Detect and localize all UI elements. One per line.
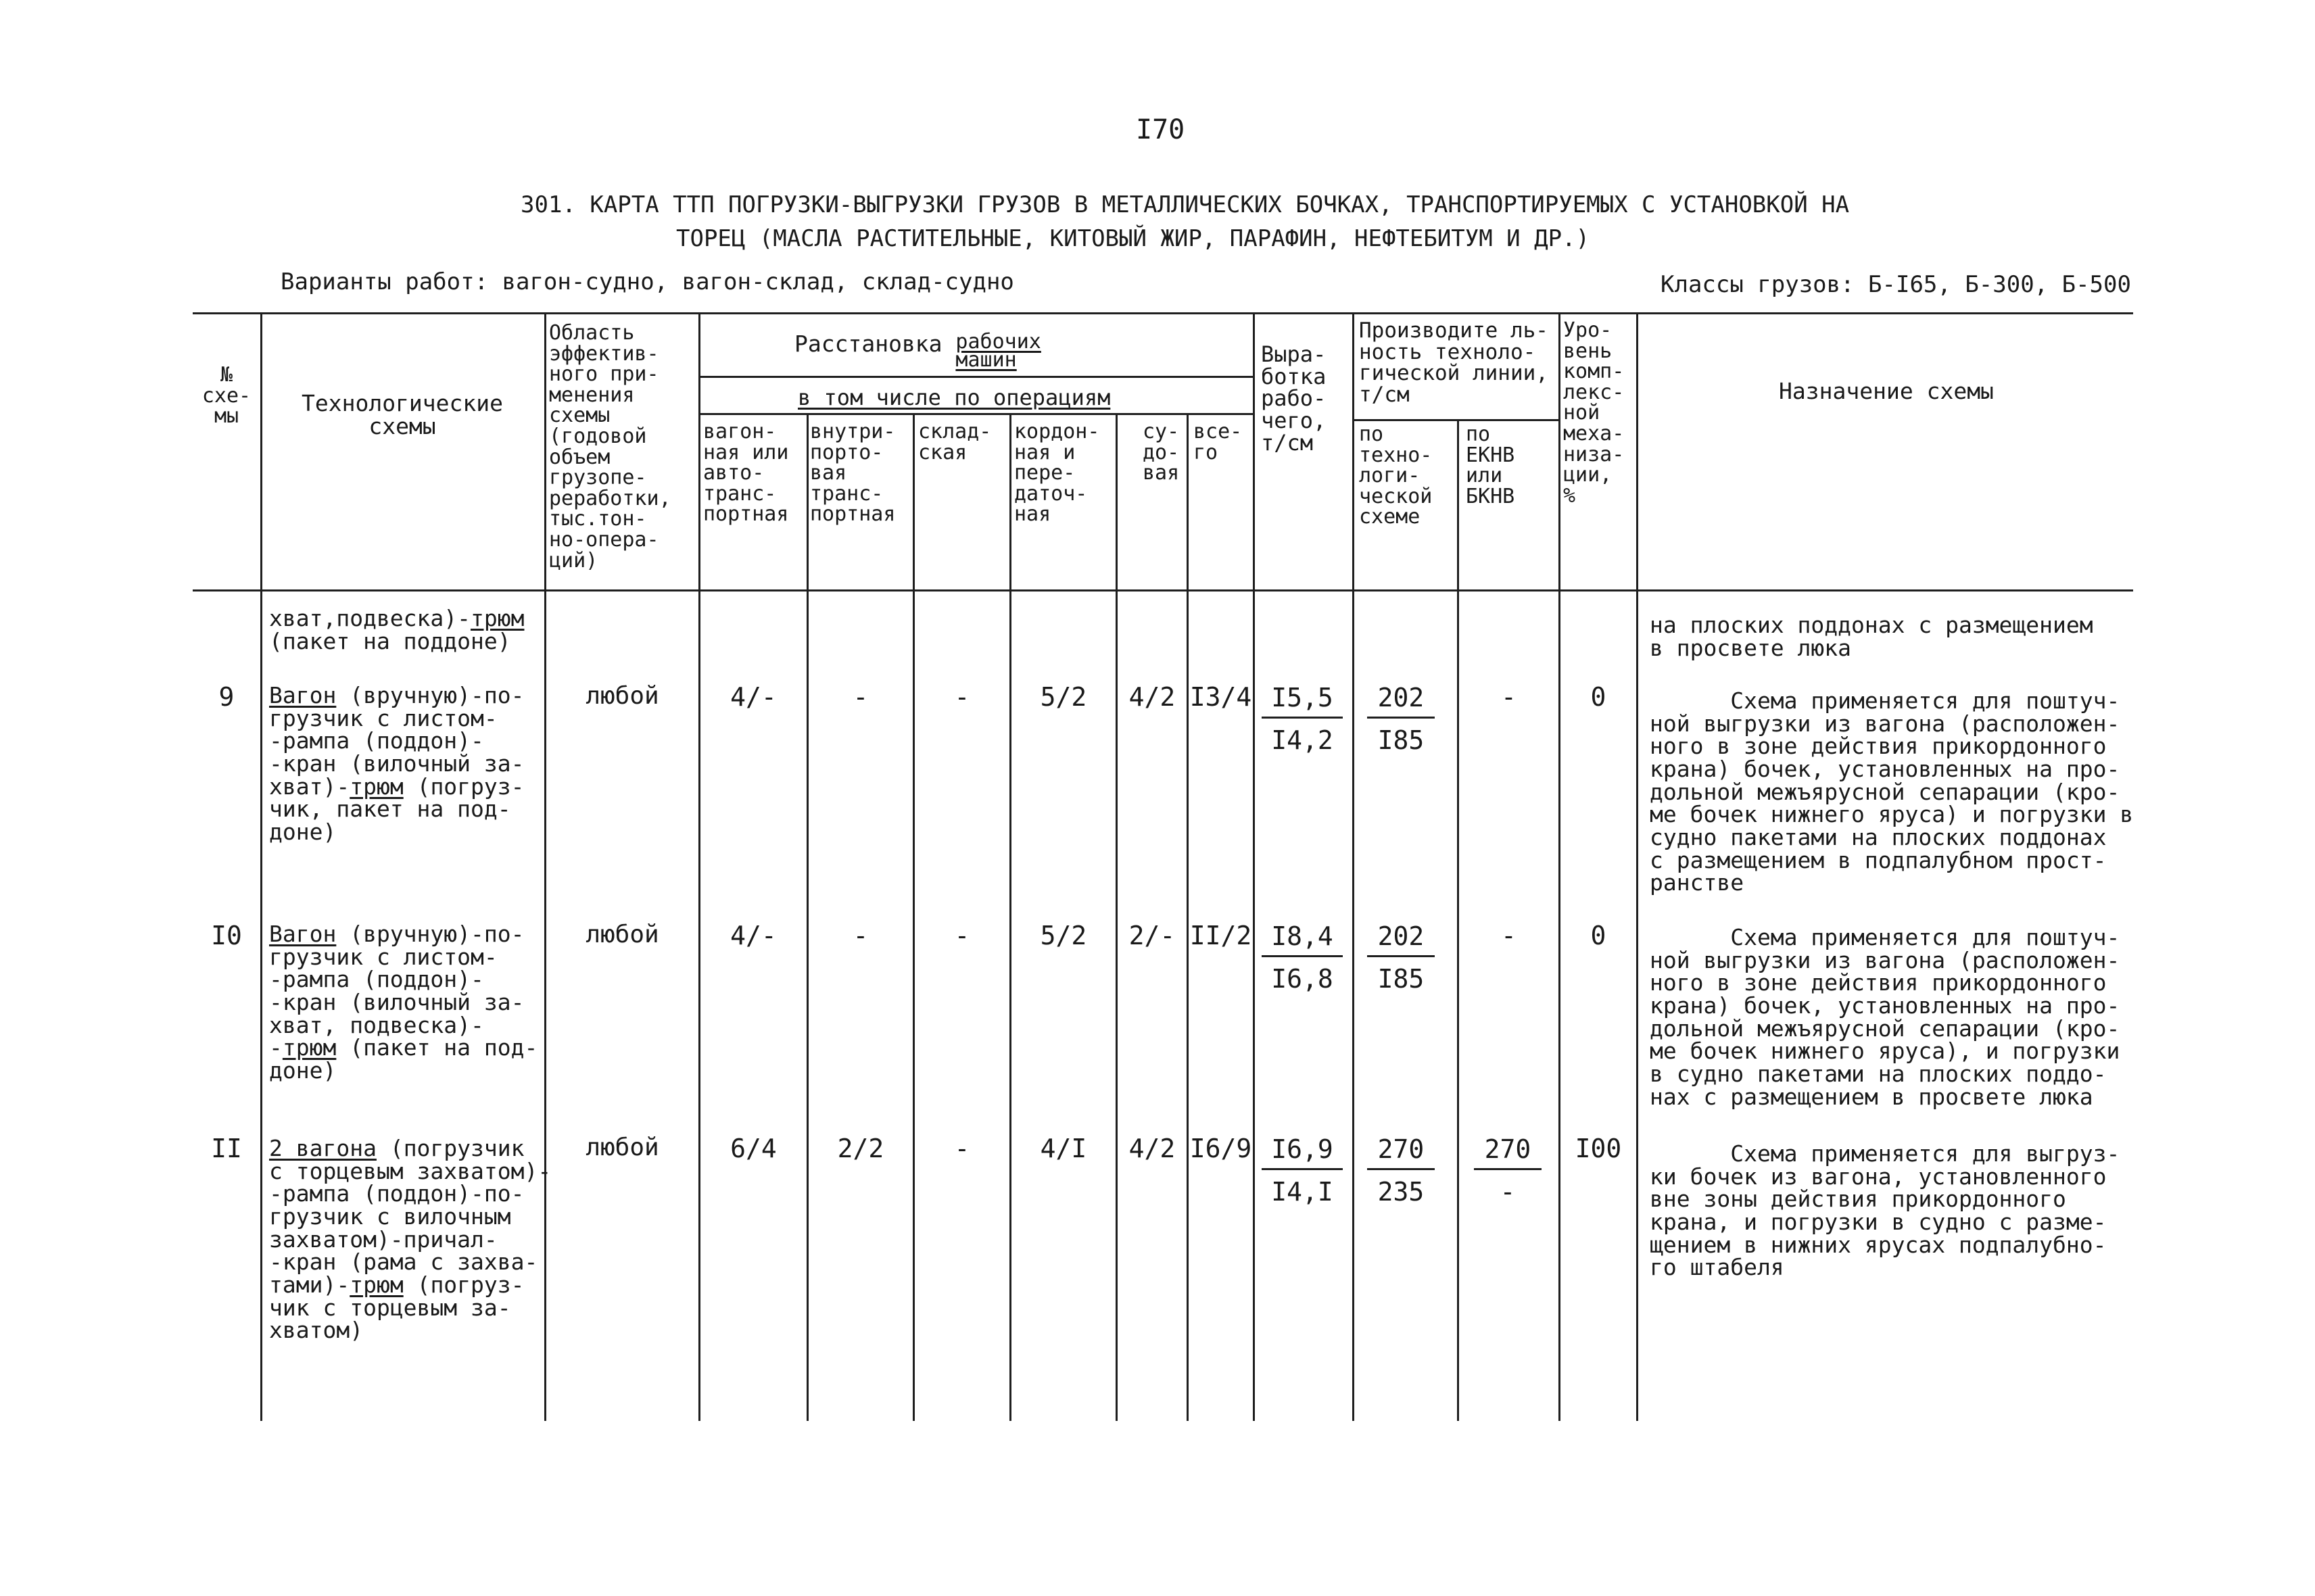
row-output-fraction <box>1262 921 1343 994</box>
col-rule-11 <box>1457 419 1459 1421</box>
row-tech-scheme <box>269 684 525 844</box>
header-tech-schemes: Технологические схемы <box>301 390 503 439</box>
row-productivity-den: I85 <box>1377 725 1425 755</box>
row-productivity-num: 270 <box>1367 1134 1435 1170</box>
continued-tech-scheme <box>269 607 525 652</box>
row-area: любой <box>586 921 659 948</box>
row-output-den: I4,2 <box>1271 725 1333 755</box>
row-output-den: I6,8 <box>1271 964 1333 994</box>
col-rule-10 <box>1352 312 1354 1421</box>
row-output-num: I5,5 <box>1262 683 1343 719</box>
row-scheme-number: II <box>211 1134 242 1163</box>
header-total: все- го <box>1193 420 1243 464</box>
row-output-fraction <box>1262 1134 1343 1207</box>
header-application-area: Область эффектив- ного при- менения схемы (годовой объем грузопе- реработки, тыс.тон- но-опера- ций) <box>549 321 671 573</box>
row-wagon: 4/- <box>730 682 777 712</box>
header-intraport-transport: внутри- порто- вая транс- портная <box>810 420 896 527</box>
header-output-per-worker: Выра- ботка рабо- чего, т/см <box>1261 341 1327 456</box>
row-productivity-num: 202 <box>1367 921 1435 957</box>
operations-subhead-rule <box>698 413 1253 415</box>
row-ekhnv-num: 270 <box>1474 1134 1542 1170</box>
row-ship: 4/2 <box>1128 1134 1176 1163</box>
row-productivity-fraction <box>1367 1134 1435 1207</box>
continued-purpose: на плоских поддонах с размещением в просвете люка <box>1650 612 2093 661</box>
row-total: I3/4 <box>1189 682 1252 712</box>
row-tech-scheme <box>269 1137 551 1342</box>
row-warehouse: - <box>954 1134 970 1163</box>
col-rule-3 <box>698 312 700 1421</box>
row-tech-start: Вагон <box>269 921 337 947</box>
header-scheme-purpose: Назначение схемы <box>1779 378 1994 404</box>
row-mechanization: I00 <box>1575 1134 1622 1163</box>
header-wagon-transport: вагон- ная или авто- транс- портная <box>703 420 789 527</box>
row-tech-part-2: (пакет на под- доне) <box>269 1034 538 1084</box>
cargo-classes: Классы грузов: Б-I65, Б-300, Б-500 <box>1661 271 2131 298</box>
row-ekhnv-fraction <box>1474 1134 1542 1207</box>
header-bottom-rule <box>193 589 2133 591</box>
row-ship: 2/- <box>1128 921 1176 950</box>
row-scheme-number: 9 <box>218 682 235 712</box>
header-placement <box>794 330 1041 372</box>
row-productivity-num: 202 <box>1367 683 1435 719</box>
cont-tech-a: хват,подвеска)- <box>269 605 471 631</box>
col-rule-13 <box>1636 312 1638 1421</box>
row-warehouse: - <box>954 682 970 712</box>
header-productivity: Производите ль- ность техноло- гической линии, т/см <box>1359 318 1548 407</box>
page-number: I70 <box>1136 114 1185 145</box>
header-warehouse: склад- ская <box>918 420 992 464</box>
row-intraport: 2/2 <box>837 1134 884 1163</box>
row-wagon: 6/4 <box>730 1134 777 1163</box>
row-tech-start: Вагон <box>269 682 337 708</box>
col-rule-12 <box>1558 312 1560 1421</box>
row-cordon: 4/I <box>1040 1134 1087 1163</box>
header-by-tech-scheme: по техно- логи- ческой схеме <box>1359 422 1433 529</box>
document-title-line-1: 301. КАРТА ТТП ПОГРУЗКИ-ВЫГРУЗКИ ГРУЗОВ В МЕТАЛЛИЧЕСКИХ БОЧКАХ, ТРАНСПОРТИРУЕМЫХ С УСТАНОВКОЙ НА <box>521 191 1850 218</box>
work-variants: Варианты работ: вагон-судно, вагон-склад, склад-судно <box>281 268 1014 295</box>
row-wagon: 4/- <box>730 921 777 950</box>
row-intraport: - <box>853 921 869 950</box>
header-scheme-number: № схе- мы <box>201 363 252 429</box>
row-productivity-fraction <box>1367 921 1435 994</box>
row-total: I6/9 <box>1189 1134 1252 1163</box>
row-tech-part-2: (погруз- чик с торцевым за- хватом) <box>269 1271 525 1344</box>
col-rule-7 <box>1116 413 1118 1421</box>
placement-subhead-rule <box>698 376 1253 378</box>
row-purpose: Схема применяется для выгруз- ки бочек из вагона, установленного вне зоны действия прикордонного крана, и погрузки в судно с разме- щением в нижних ярусах подпалубно- го штабеля <box>1650 1140 2120 1281</box>
row-output-fraction <box>1262 683 1343 755</box>
cont-tech-hold: трюм <box>471 605 525 631</box>
header-placement-machines: рабочих машин <box>955 330 1041 372</box>
col-rule-5 <box>913 413 915 1421</box>
row-ekhnv: - <box>1501 682 1517 712</box>
document-title-line-2: ТОРЕЦ (МАСЛА РАСТИТЕЛЬНЫЕ, КИТОВЫЙ ЖИР, ПАРАФИН, НЕФТЕБИТУМ И ДР.) <box>676 225 1590 252</box>
header-incl-operations: в том числе по операциям <box>798 385 1111 410</box>
row-productivity-den: 235 <box>1377 1177 1425 1207</box>
col-rule-9 <box>1253 312 1255 1421</box>
row-total: II/2 <box>1189 921 1252 950</box>
row-area: любой <box>586 1134 659 1161</box>
header-placement-text: Расстановка <box>794 331 956 357</box>
row-tech-hold: трюм <box>350 1271 404 1298</box>
row-output-num: I8,4 <box>1262 921 1343 957</box>
row-output-num: I6,9 <box>1262 1134 1343 1170</box>
row-cordon: 5/2 <box>1040 682 1087 712</box>
row-tech-hold: трюм <box>350 773 404 800</box>
row-cordon: 5/2 <box>1040 921 1087 950</box>
row-tech-part-1: (вручную)-по- грузчик с листом- -рампа (поддон)- -кран (вилочный за- хват)- <box>269 682 525 800</box>
row-mechanization: 0 <box>1590 921 1606 950</box>
header-by-ekhnv: по ЕКНВ или БКНВ <box>1466 422 1515 508</box>
row-mechanization: 0 <box>1590 682 1606 712</box>
col-rule-4 <box>807 413 809 1421</box>
header-ship: су- до- вая <box>1143 420 1180 485</box>
row-tech-hold: трюм <box>282 1034 337 1061</box>
row-area: любой <box>586 682 659 710</box>
row-tech-part-1: (вручную)-по- грузчик с листом- -рампа (поддон)- -кран (вилочный за- хват, подвеска)- - <box>269 921 525 1061</box>
row-tech-part-1: (погрузчик с торцевым захватом)- -рампа (поддон)-по- грузчик с вилочным захватом)-причал- -кран (рама с захва- тами)- <box>269 1135 552 1298</box>
col-rule-8 <box>1187 413 1189 1421</box>
header-cordon: кордон- ная и пере- даточ- ная <box>1014 420 1100 527</box>
header-mechanization-level: Уро- вень комп- лекс- ной меха- низа- ции, % <box>1563 318 1625 508</box>
row-ekhnv-den: - <box>1500 1177 1516 1207</box>
row-tech-part-2: (погруз- чик, пакет на под- доне) <box>269 773 525 845</box>
row-tech-scheme <box>269 923 538 1082</box>
row-ekhnv: - <box>1501 921 1517 950</box>
col-rule-1 <box>260 312 262 1421</box>
row-purpose: Схема применяется для поштуч- ной выгрузки из вагона (расположен- ного в зоне действия прикордонного крана) бочек, установленных на про- дольной межъярусной сепарации (кро- ме бочек нижнего яруса), и погрузки в судно пакетами на плоских поддо- нах с размещением в просвете люка <box>1650 924 2120 1110</box>
row-output-den: I4,I <box>1271 1177 1333 1207</box>
row-ship: 4/2 <box>1128 682 1176 712</box>
row-tech-start: 2 вагона <box>269 1135 377 1161</box>
row-productivity-den: I85 <box>1377 964 1425 994</box>
row-scheme-number: I0 <box>211 921 242 950</box>
row-intraport: - <box>853 682 869 712</box>
cont-tech-b: (пакет на поддоне) <box>269 627 511 654</box>
table-top-rule <box>193 312 2133 314</box>
row-warehouse: - <box>954 921 970 950</box>
row-purpose: Схема применяется для поштуч- ной выгрузки из вагона (расположен- ного в зоне действия прикордонного крана) бочек, установленных на про- дольной межъярусной сепарации (кро- ме бочек нижнего яруса) и погрузки в судно пакетами на плоских поддонах с размещением в подпалубном прост- ранстве <box>1650 687 2134 896</box>
row-productivity-fraction <box>1367 683 1435 755</box>
col-rule-6 <box>1009 413 1011 1421</box>
productivity-subhead-rule <box>1352 419 1558 421</box>
